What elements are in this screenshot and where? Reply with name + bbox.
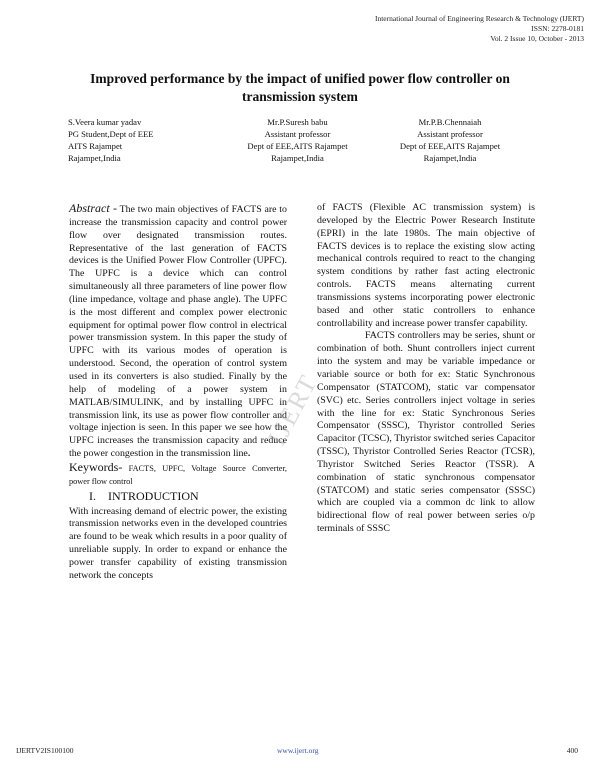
controllers-paragraph: FACTS controllers may be series, shunt or combination of both. Shunt controllers inject current into the system and may be variable impedance or variable source or both for ex: Static Synchronous Compensator (STATCOM), static var compensator (SVC) etc. Series controllers inject voltage in series with the line for ex: Static Synchronous Series Compensator (SSSC), Thyristor controlled Series Capacitor (TCSC), Thyristor switched series Capacitor (TSSC), Thyristor Controlled Series Reactor (TCSR), Thyristor Switched Series Reactor (TSSR). A combination of static synchronous compensator (STATCOM) and static series compensator (SSSC) which are coupled via a common dc link to allow bidirectional flow of real power between series o/p terminals of SSSC — [317, 330, 535, 535]
author-affiliation: AITS Rajampet — [68, 141, 123, 151]
author-role: PG Student,Dept of EEE — [68, 129, 154, 139]
author-affiliation: Dept of EEE,AITS Rajampet — [399, 141, 501, 151]
abstract-end: . — [247, 448, 251, 460]
facts-paragraph: of FACTS (Flexible AC transmission system) is developed by the Electric Power Research Institute (EPRI) in the late 1980s. The main objective of FACTS devices is to replace the existing slow acting mechanical controls required to react to the changing system conditions by rather fast acting electronic controls. FACTS means alternating current transmissions systems incorporating power electronic based and other static controllers to enhance controllability and increase power transfer capability. — [317, 202, 535, 329]
author-location: Rajampet,India — [423, 153, 477, 163]
section-heading-introduction: I. INTRODUCTION — [89, 488, 199, 503]
keywords-label: Keywords- — [69, 459, 123, 474]
paper-title: Improved performance by the impact of unified power flow controller on transmission system — [90, 71, 510, 104]
journal-volume: Vol. 2 Issue 10, October - 2013 — [490, 34, 584, 43]
abstract — [69, 202, 287, 461]
author-role: Assistant professor — [417, 129, 483, 139]
footer-paper-code: IJERTV2IS100100 — [16, 746, 74, 755]
journal-header — [375, 14, 584, 44]
footer-page-number: 400 — [566, 746, 578, 755]
left-column — [69, 202, 287, 583]
abstract-text: The two main objectives of FACTS are to increase the transmission capacity and control power flow over designated transmission routes. Representative of the last generation of FACTS devices is the Unified Power Flow Controller (UPFC). The UPFC is a device which can control simultaneously all three parameters of line power flow (line impedance, voltage and phase angle). The UPFC is the most different and complex power electronic equipment for optimal power flow control in electrical power transmission system. In this paper the study of UPFC with its various modes of operation is understood. Second, the operation of control system used in its converters is also studied. Finally by the help of modeling of a power system in MATLAB/SIMULINK, and by installing UPFC in transmission link, its use as power flow controller and voltage injection is seen. In this paper we see how the UPFC increases the transmission capacity and reduce the power congestion in the transmission line — [69, 204, 287, 460]
watermark: IJERT — [262, 369, 324, 451]
abstract-label: Abstract - — [69, 201, 117, 215]
author-block-2 — [230, 116, 365, 164]
journal-issn: ISSN: 2278-0181 — [531, 24, 584, 33]
keywords-text: FACTS, UPFC, Voltage Source Converter, power flow control — [69, 463, 287, 486]
right-column — [317, 202, 535, 536]
footer-website-link[interactable]: www.ijert.org — [277, 746, 319, 755]
author-role: Assistant professor — [264, 129, 331, 139]
author-location: Rajampet,India — [68, 153, 121, 163]
author-name: Mr.P.Suresh babu — [267, 117, 328, 127]
author-block-3 — [385, 116, 515, 164]
author-block-1 — [68, 116, 218, 164]
introduction-paragraph: With increasing demand of electric power, the existing transmission networks even in the developed countries are found to be weak which results in a poor quality of unreliable supply. In order to expand or enhance the power transfer capability of existing transmission network the concepts — [69, 505, 287, 581]
author-location: Rajampet,India — [271, 153, 324, 163]
author-affiliation: Dept of EEE,AITS Rajampet — [247, 141, 348, 151]
keywords — [69, 461, 287, 489]
journal-name: International Journal of Engineering Research & Technology (IJERT) — [374, 14, 584, 23]
author-name: S.Veera kumar yadav — [68, 117, 142, 127]
author-name: Mr.P.B.Chennaiah — [418, 117, 482, 127]
